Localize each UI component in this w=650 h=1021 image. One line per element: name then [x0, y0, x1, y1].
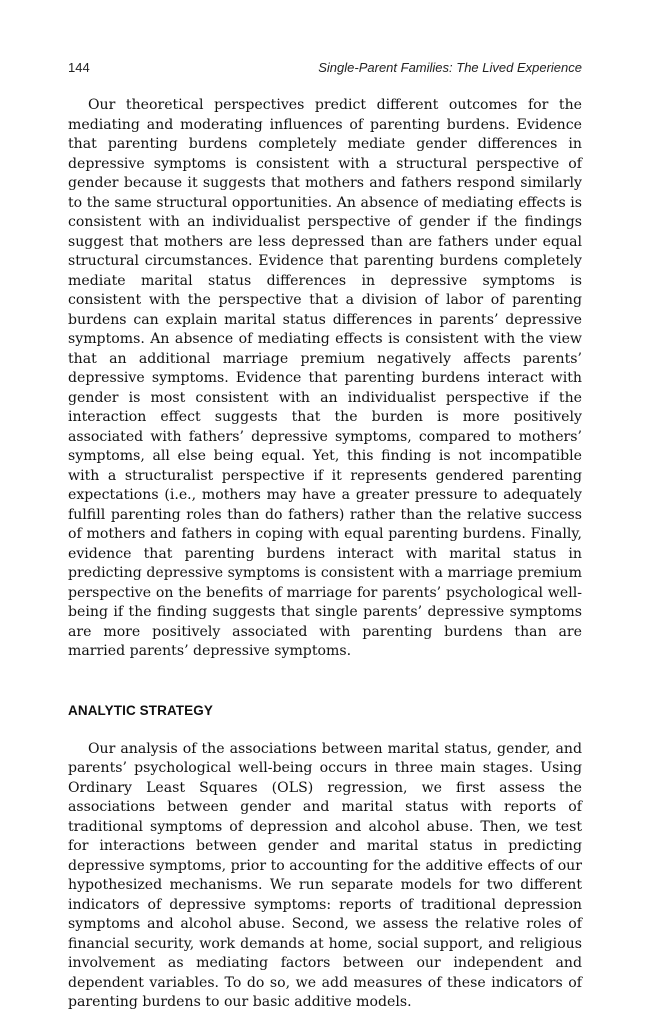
- paragraph-theoretical-perspectives: Our theoretical perspectives predict different outcomes for the mediating and moderating influences of parenting burdens. Evidence that parenting burdens completely mediate gender differences in depressive symptoms is consistent with a structural perspective of gender because it suggests that mothers and fathers respond similarly to the same structural opportunities. An absence of mediating effects is consistent with an individualist perspective of gender if the findings suggest that mothers are less depressed than are fathers under equal structural circumstances. Evidence that parenting burdens completely mediate marital status differences in depressive symptoms is consistent with the perspective that a division of labor of parenting burdens can explain marital status differences in parents’ depressive symptoms. An absence of mediating effects is consistent with the view that an additional marriage premium negatively affects parents’ depressive symptoms. Evidence that parenting burdens interact with gender is most consistent with an individualist perspective if the interaction effect suggests that the burden is more positively associated with fathers’ depressive symptoms, compared to mothers’ symptoms, all else being equal. Yet, this finding is not incompatible with a structuralist perspective if it represents gendered parenting expectations (i.e., mothers may have a greater pressure to adequately fulfill parenting roles than do fathers) rather than the relative success of mothers and fathers in coping with equal parenting burdens. Finally, evidence that parenting burdens interact with marital status in predicting depressive symptoms is consistent with a marriage premium perspective on the benefits of marriage for parents’ psychological well-being if the finding suggests that single parents’ depressive symptoms are more positively associated with parenting burdens than are married parents’ depressive symptoms.: [68, 97, 582, 659]
- section-heading-analytic-strategy: ANALYTIC STRATEGY: [68, 702, 213, 718]
- paragraph-analytic-strategy: Our analysis of the associations between marital status, gender, and parents’ psychological well-being occurs in three main stages. Using Ordinary Least Squares (OLS) regression, we first assess the associations between gender and marital status with reports of traditional symptoms of depression and alcohol abuse. Then, we test for interactions between gender and marital status in predicting depressive symptoms, prior to accounting for the additive effects of our hypothesized mechanisms. We run separate models for two different indicators of depressive symptoms: reports of traditional depression symptoms and alcohol abuse. Second, we assess the relative roles of financial security, work demands at home, social support, and religious involvement as mediating factors between our independent and dependent variables. To do so, we add measures of these indicators of parenting burdens to our basic additive models.: [68, 740, 582, 1010]
- running-title: Single-Parent Families: The Lived Experience: [318, 60, 582, 75]
- body-text: [68, 96, 582, 1013]
- page-number: 144: [68, 60, 90, 75]
